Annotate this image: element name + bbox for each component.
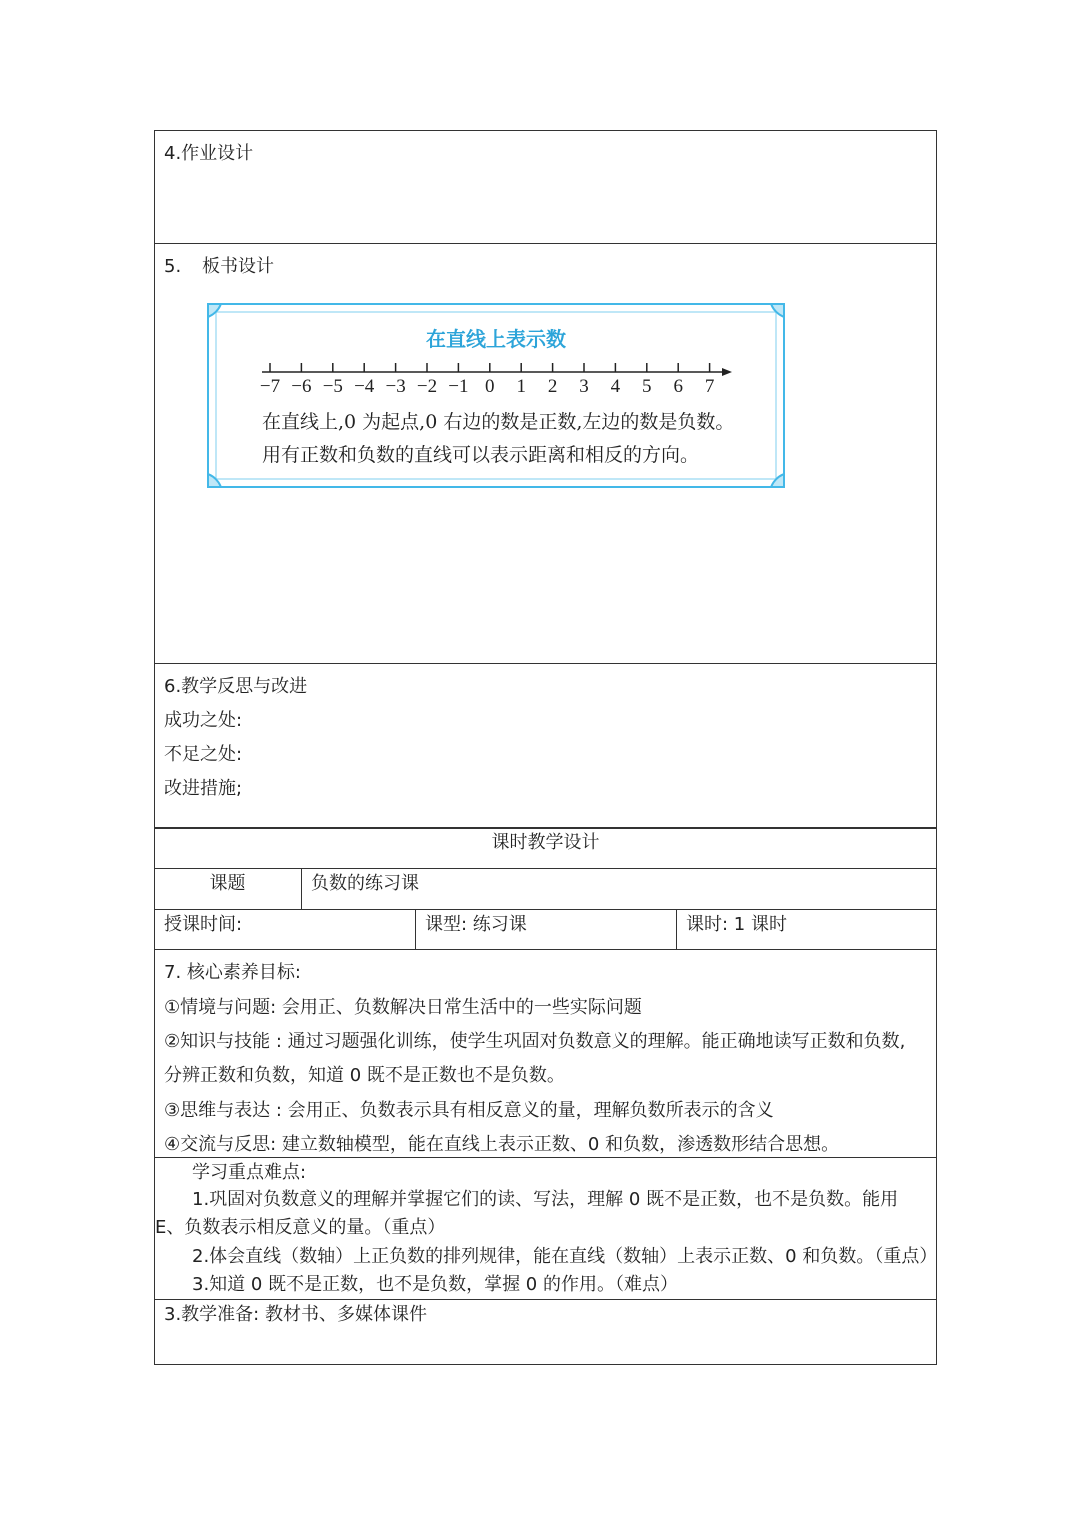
goal-thinking: ③思维与表达 : 会用正、负数表示具有相反意义的量，理解负数所表示的含义 xyxy=(164,1100,774,1121)
goal-situation: ①情境与问题: 会用正、负数解决日常生活中的一些实际问题 xyxy=(164,997,642,1018)
number-line-label: 6 xyxy=(673,376,683,397)
teaching-time-label: 授课时间: xyxy=(164,914,243,935)
number-line-label: 0 xyxy=(485,376,495,397)
number-line-label: −5 xyxy=(322,376,343,397)
number-line-label: 1 xyxy=(516,376,526,397)
topic-value: 负数的练习课 xyxy=(311,873,419,894)
teaching-preparation: 3.教学准备: 教材书、多媒体课件 xyxy=(164,1304,427,1325)
keypoint-2: 2.体会直线（数轴）上正负数的排列规律，能在直线（数轴）上表示正数、0 和负数。（重点） xyxy=(192,1246,938,1267)
board-design-heading: 板书设计 xyxy=(202,256,274,277)
board-title: 在直线上表示数 xyxy=(426,327,566,351)
goal-knowledge-cont: 分辨正数和负数，知道 0 既不是正数也不是负数。 xyxy=(164,1065,565,1086)
number-line-label: 7 xyxy=(704,376,715,397)
keypoints-heading: 学习重点难点: xyxy=(192,1162,307,1183)
number-line-label: 2 xyxy=(547,376,558,397)
board-text-line-2: 用有正数和负数的直线可以表示距离和相反的方向。 xyxy=(262,444,700,466)
number-line-label: −3 xyxy=(385,376,406,397)
board-design-number: 5. xyxy=(164,256,182,277)
board-text-line-1: 在直线上,0 为起点,0 右边的数是正数,左边的数是负数。 xyxy=(262,411,735,433)
number-line-arrow xyxy=(722,368,732,376)
reflection-shortcoming: 不足之处: xyxy=(164,744,243,765)
topic-label: 课题 xyxy=(209,873,246,894)
keypoint-1: 1.巩固对负数意义的理解并掌握它们的读、写法，理解 0 既不是正数，也不是负数。能用 xyxy=(192,1189,899,1210)
goal-communication: ④交流与反思: 建立数轴模型，能在直线上表示正数、0 和负数，渗透数形结合思想。 xyxy=(164,1134,840,1155)
lesson-hours-label: 课时: 1 课时 xyxy=(686,914,787,935)
reflection-heading: 6.教学反思与改进 xyxy=(164,676,308,697)
number-line-label: 5 xyxy=(642,376,652,397)
number-line-label: −2 xyxy=(416,376,438,397)
number-line-label: −7 xyxy=(259,376,281,397)
number-line-label: −4 xyxy=(354,376,375,397)
keypoint-3: 3.知道 0 既不是正数，也不是负数，掌握 0 的作用。（难点） xyxy=(192,1274,678,1295)
number-line-label: −1 xyxy=(448,376,469,397)
number-line-label: 3 xyxy=(579,376,589,397)
reflection-success: 成功之处: xyxy=(164,710,243,731)
reflection-improvement: 改进措施; xyxy=(164,778,243,799)
goal-knowledge: ②知识与技能 : 通过习题强化训练，使学生巩固对负数意义的理解。能正确地读写正数和负数, xyxy=(164,1031,906,1052)
keypoint-1-cont: E、负数表示相反意义的量。（重点） xyxy=(155,1217,446,1238)
number-line-label: −6 xyxy=(291,376,312,397)
lesson-type-label: 课型: 练习课 xyxy=(425,914,527,935)
core-goals-heading: 7. 核心素养目标: xyxy=(164,962,301,983)
homework-design-heading: 4.作业设计 xyxy=(164,143,254,164)
lesson-design-heading: 课时教学设计 xyxy=(491,832,600,853)
number-line-label: 4 xyxy=(610,376,621,397)
